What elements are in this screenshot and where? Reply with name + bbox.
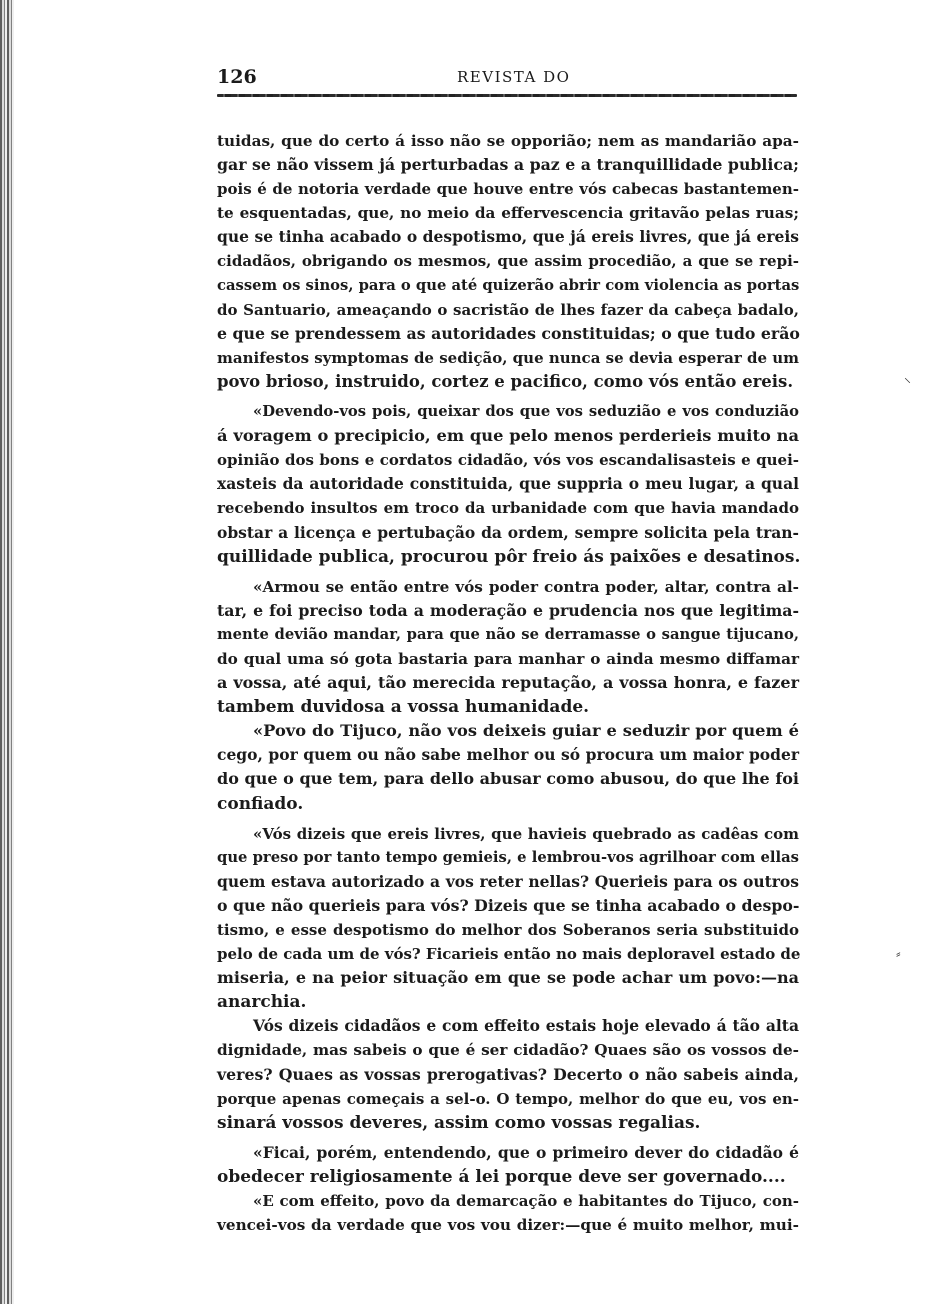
- text-line: povo brioso, instruido, cortez e pacifico, como vós então ereis.: [217, 371, 794, 391]
- text-line: do qual uma só gota bastaria para manhar o ainda mesmo diffamar: [217, 649, 799, 668]
- text-line: veres? Quaes as vossas prerogativas? Decerto o não sabeis ainda,: [217, 1064, 799, 1084]
- text-line: «Devendo-vos pois, queixar dos que vos seduzião e vos conduzião: [253, 403, 799, 421]
- text-line: do que o que tem, para dello abusar como abusou, do que lhe foi: [217, 769, 799, 789]
- text-line: mente devião mandar, para que não se derramasse o sangue tijucano,: [217, 625, 799, 643]
- text-line: «Povo do Tijuco, não vos deixeis guiar e seduzir por quem é: [253, 721, 799, 741]
- book-spine-edge: [0, 0, 14, 1304]
- text-line: tambem duvidosa a vossa humanidade.: [217, 697, 590, 718]
- text-line: a vossa, até aqui, tão merecida reputação, a vossa honra, e fazer: [217, 673, 799, 693]
- text-line: á voragem o precipicio, em que pelo menos perderieis muito na: [217, 426, 799, 446]
- text-line: porque apenas começais a sel-o. O tempo, melhor do que eu, vos en-: [217, 1089, 799, 1108]
- text-line: sinará vossos deveres, assim como vossas regalias.: [217, 1112, 701, 1133]
- text-line: tar, e foi preciso toda a moderação e prudencia nos que legitima-: [217, 600, 799, 620]
- page-header: [217, 66, 797, 96]
- text-line: que preso por tanto tempo gemieis, e lembrou-vos agrilhoar com ellas: [217, 848, 799, 866]
- text-line: e que se prendessem as autoridades constituidas; o que tudo erão: [217, 323, 800, 343]
- text-line: «E com effeito, povo da demarcação e habitantes do Tijuco, con-: [253, 1192, 799, 1211]
- text-line: miseria, e na peior situação em que se pode achar um povo:—na: [217, 968, 799, 988]
- header-rule: [217, 94, 797, 97]
- text-line: tuidas, que do certo á isso não se opporião; nem as mandarião apa-: [217, 132, 799, 150]
- text-line: anarchia.: [217, 992, 307, 1013]
- margin-speck: ⸗: [896, 946, 901, 962]
- margin-speck: ⸜: [904, 370, 911, 386]
- text-line: cassem os sinos, para o que até quizerão abrir com violencia as portas: [217, 276, 800, 294]
- text-line: manifestos symptomas de sedição, que nunca se devia esperar de um: [217, 348, 800, 367]
- text-line: opinião dos bons e cordatos cidadão, vós vos escandalisasteis e quei-: [217, 451, 799, 470]
- text-line: que se tinha acabado o despotismo, que já ereis livres, que já ereis: [217, 227, 799, 247]
- text-line: xasteis da autoridade constituida, que suppria o meu lugar, a qual: [217, 474, 799, 494]
- body-text: [217, 129, 799, 1237]
- text-line: quillidade publica, procurou pôr freio ás paixões e desatinos.: [217, 546, 801, 567]
- text-line: vencei-vos da verdade que vos vou dizer:—que é muito melhor, mui-: [217, 1216, 799, 1235]
- text-line: «Vós dizeis que ereis livres, que havieis quebrado as cadêas com: [253, 824, 799, 843]
- page-number: 126: [217, 66, 257, 88]
- text-line: te esquentadas, que, no meio da effervescencia gritavão pelas ruas;: [217, 204, 799, 223]
- text-line: cego, por quem ou não sabe melhor ou só procura um maior poder: [217, 745, 799, 765]
- text-line: o que não querieis para vós? Dizeis que se tinha acabado o despo-: [217, 895, 800, 915]
- text-line: tismo, e esse despotismo do melhor dos Soberanos seria substituido: [217, 921, 799, 939]
- text-line: pelo de cada um de vós? Ficarieis então no mais deploravel estado de: [217, 945, 801, 964]
- text-line: do Santuario, ameaçando o sacristão de lhes fazer da cabeça badalo,: [217, 300, 799, 319]
- text-line: «Armou se então entre vós poder contra poder, altar, contra al-: [253, 577, 799, 596]
- text-line: pois é de notoria verdade que houve entre vós cabecas bastantemen-: [217, 180, 799, 199]
- text-line: obstar a licença e pertubação da ordem, sempre solicita pela tran-: [217, 522, 799, 542]
- text-line: confiado.: [217, 793, 304, 814]
- text-line: Vós dizeis cidadãos e com effeito estais hoje elevado á tão alta: [253, 1016, 799, 1036]
- text-line: dignidade, mas sabeis o que é ser cidadão? Quaes são os vossos de-: [217, 1041, 799, 1060]
- text-line: cidadãos, obrigando os mesmos, que assim procedião, a que se repi-: [217, 252, 799, 271]
- text-line: quem estava autorizado a vos reter nellas? Querieis para os outros: [217, 871, 799, 891]
- running-head: REVISTA DO: [457, 68, 571, 86]
- text-line: obedecer religiosamente á lei porque deve ser governado....: [217, 1166, 786, 1187]
- text-line: gar se não vissem já perturbadas a paz e a tranquillidade publica;: [217, 155, 799, 175]
- text-line: «Ficai, porém, entendendo, que o primeiro dever do cidadão é: [253, 1142, 799, 1162]
- text-line: recebendo insultos em troco da urbanidade com que havia mandado: [217, 499, 799, 518]
